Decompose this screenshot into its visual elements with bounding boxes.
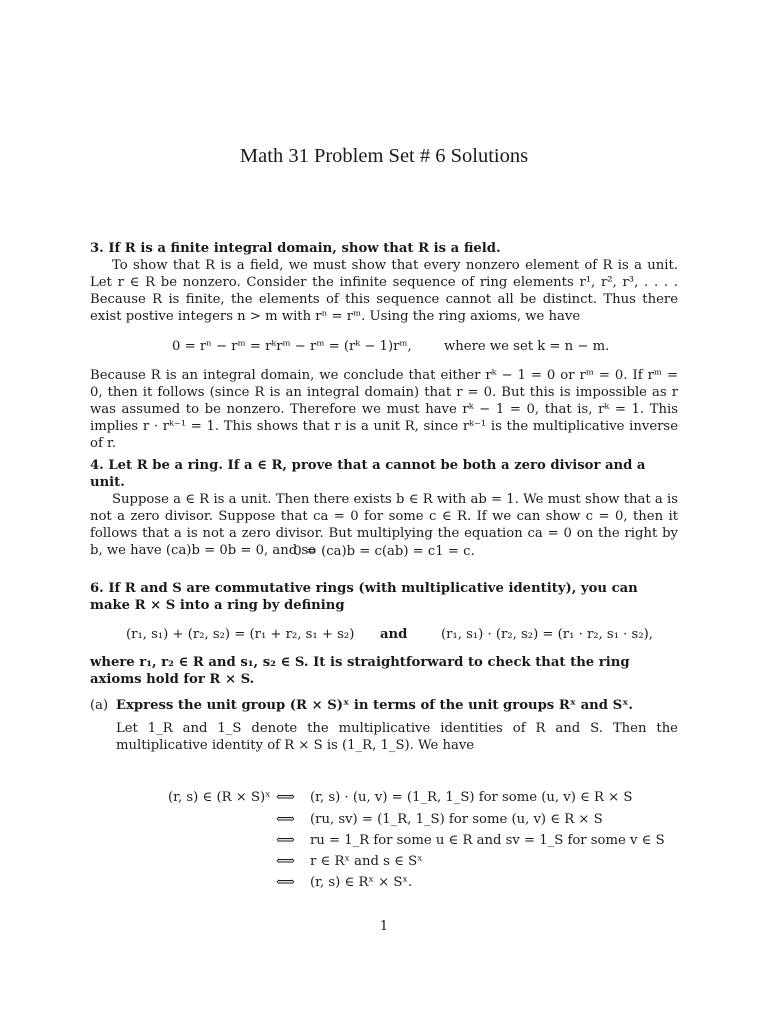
iff-line-4: r ∈ Rˣ and s ∈ Sˣ bbox=[310, 854, 423, 869]
part-a bbox=[116, 697, 678, 714]
problem-4-heading: 4. Let R be a ring. If a ∈ R, prove that a cannot be both a zero divisor and a unit. bbox=[90, 458, 646, 490]
iff-symbol-4: ⟺ bbox=[276, 854, 295, 869]
iff-line-2: (ru, sv) = (1_R, 1_S) for some (u, v) ∈ R × S bbox=[310, 812, 603, 827]
iff-symbol-5: ⟺ bbox=[276, 875, 295, 890]
part-a-heading: Express the unit group (R × S)ˣ in terms of the unit groups Rˣ and Sˣ. bbox=[116, 698, 633, 713]
part-a-body bbox=[116, 720, 678, 754]
iff-line-1: (r, s) · (u, v) = (1_R, 1_S) for some (u, v) ∈ R × S bbox=[310, 790, 633, 805]
problem-6-and: and bbox=[380, 627, 408, 642]
problem-3-paragraph-2: Because R is an integral domain, we conclude that either rᵏ − 1 = 0 or rᵐ = 0. If rᵐ = 0, then it follows (since R is an integral domain) that r = 0. But this is impossible as r was assumed to be nonzero. Therefore we must have rᵏ − 1 = 0, that is, rᵏ = 1. This implies r · rᵏ⁻¹ = 1. This shows that r is a unit R, since rᵏ⁻¹ is the multiplicative inverse of r. bbox=[90, 368, 678, 451]
problem-3-paragraph-1: To show that R is a field, we must show that every nonzero element of R is a unit. Let r ∈ R be nonzero. Consider the infinite sequence of ring elements r¹, r², r³, . . . . Because R is finite, the elements of this sequence cannot all be distinct. Thus there exist postive integers n > m with rⁿ = rᵐ. Using the ring axioms, we have bbox=[90, 258, 678, 324]
problem-6-multiplication-rule: (r₁, s₁) · (r₂, s₂) = (r₁ · r₂, s₁ · s₂), bbox=[441, 627, 653, 642]
document-title: Math 31 Problem Set # 6 Solutions bbox=[239, 145, 529, 167]
problem-6-addition-rule: (r₁, s₁) + (r₂, s₂) = (r₁ + r₂, s₁ + s₂) bbox=[126, 627, 355, 642]
problem-4-equation bbox=[90, 543, 678, 560]
problem-6-heading-2: where r₁, r₂ ∈ R and s₁, s₂ ∈ S. It is straightforward to check that the ring axioms hold for R × S. bbox=[90, 655, 630, 687]
part-a-paragraph-1: Let 1_R and 1_S denote the multiplicative identities of R and S. Then the multiplicative identity of R × S is (1_R, 1_S). We have bbox=[116, 721, 678, 753]
problem-6-heading-continued bbox=[90, 654, 678, 688]
problem-4-equation-text: 0 = (ca)b = c(ab) = c1 = c. bbox=[293, 544, 475, 559]
iff-line-3: ru = 1_R for some u ∈ R and sv = 1_S for some v ∈ S bbox=[310, 833, 665, 848]
iff-symbol-3: ⟺ bbox=[276, 833, 295, 848]
part-a-label: (a) bbox=[90, 698, 109, 713]
problem-3-equation-main: 0 = rⁿ − rᵐ = rᵏrᵐ − rᵐ = (rᵏ − 1)rᵐ, bbox=[172, 339, 412, 354]
problem-3-equation-note: where we set k = n − m. bbox=[444, 339, 610, 354]
problem-4-paragraph-1: Suppose a ∈ R is a unit. Then there exists b ∈ R with ab = 1. We must show that a is not a zero divisor. Suppose that ca = 0 for some c ∈ R. If we can show c = 0, then it follows that a is not a zero divisor. But multiplying the equation ca = 0 on the right by b, we have (ca)b = 0b = 0, and so bbox=[90, 492, 678, 558]
iff-lhs: (r, s) ∈ (R × S)ˣ bbox=[168, 790, 271, 805]
iff-symbol-1: ⟺ bbox=[276, 790, 295, 805]
page-number: 1 bbox=[379, 919, 389, 934]
iff-line-5: (r, s) ∈ Rˣ × Sˣ. bbox=[310, 875, 413, 890]
problem-3 bbox=[90, 240, 678, 325]
problem-3-conclusion bbox=[90, 367, 678, 452]
iff-symbol-2: ⟺ bbox=[276, 812, 295, 827]
problem-6-heading: 6. If R and S are commutative rings (with multiplicative identity), you can make R × S into a ring by defining bbox=[90, 581, 638, 613]
problem-3-heading: 3. If R is a finite integral domain, show that R is a field. bbox=[90, 241, 501, 256]
problem-6 bbox=[90, 580, 678, 614]
